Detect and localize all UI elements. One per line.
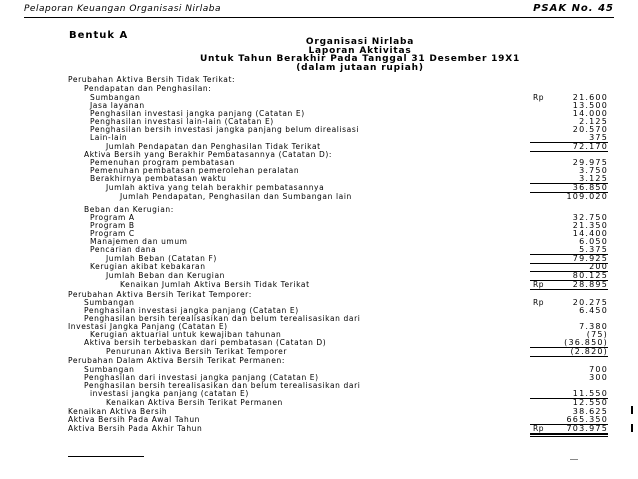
statement-row-label: Sumbangan [90, 93, 141, 102]
statement-row-amount: 72.170 [572, 142, 608, 151]
statement-row-amount: 700 [589, 365, 608, 374]
statement-row-label: Pemenuhan pembatasan pemerolehan peralatan [90, 166, 300, 175]
statement-row-amount: 7.380 [579, 322, 608, 331]
statement-row-label: Sumbangan [84, 298, 135, 307]
footnote-rule [68, 456, 144, 457]
statement-row-label: Aktiva Bersih yang Berakhir Pembatasannya (Catatan D): [84, 150, 333, 159]
statement-row-label: Aktiva Bersih Pada Awal Tahun [68, 415, 201, 424]
statement-row-amount: 2.125 [579, 117, 608, 126]
statement-row-label: Investasi Jangka Panjang (Catatan E) [68, 322, 228, 331]
statement-row-label: Program C [90, 229, 135, 238]
edge-mark [631, 406, 633, 414]
statement-row-amount: 20.275 [572, 298, 608, 307]
grand-total-double-underline [530, 434, 608, 437]
statement-row-label: Jasa layanan [90, 101, 145, 110]
statement-row-amount: 32.750 [572, 213, 608, 222]
header-rule [24, 17, 614, 18]
statement-row-label: Jumlah Pendapatan, Penghasilan dan Sumbangan lain [120, 192, 352, 201]
statement-row-amount: 6.450 [579, 306, 608, 315]
statement-row-label: Lain-lain [90, 133, 128, 142]
edge-mark [631, 424, 633, 432]
total-box [530, 424, 608, 434]
statement-row-label: investasi jangka panjang (catatan E) [90, 389, 249, 398]
statement-row-amount: (36.850) [564, 338, 608, 347]
org-name: Organisasi Nirlaba [305, 37, 415, 47]
statement-row-amount: 29.975 [572, 158, 608, 167]
statement-row-amount: 11.550 [572, 389, 608, 398]
form-label: Bentuk A [69, 30, 129, 41]
statement-row-amount: 703.975 [566, 424, 608, 433]
currency-label: Rp [533, 280, 544, 289]
statement-row-amount: 21.600 [572, 93, 608, 102]
statement-row-label: Pemenuhan program pembatasan [90, 158, 235, 167]
statement-row-amount: 12.550 [572, 398, 608, 407]
currency-label: Rp [533, 424, 544, 433]
statement-row-label: Penghasilan investasi jangka panjang (Catatan E) [90, 109, 305, 118]
statement-row-amount: 36.850 [572, 183, 608, 192]
statement-row-label: Penghasilan dari investasi jangka panjang (Catatan E) [84, 373, 319, 382]
statement-row-amount: 109.020 [566, 192, 608, 201]
statement-row-amount: 80.125 [572, 271, 608, 280]
statement-row-label: Penghasilan bersih investasi jangka panjang belum direalisasi [90, 125, 360, 134]
report-period: Untuk Tahun Berakhir Pada Tanggal 31 Desember 19X1 [199, 54, 521, 64]
statement-row-amount: 79.925 [572, 254, 608, 263]
header-standard: PSAK No. 45 [533, 3, 614, 14]
statement-row-label: Kenaikan Jumlah Aktiva Bersih Tidak Terikat [120, 280, 310, 289]
statement-row-amount: (75) [586, 330, 608, 339]
subtotal-box [530, 347, 608, 357]
statement-row-amount: 13.500 [572, 101, 608, 110]
statement-row-amount: 200 [589, 262, 608, 271]
statement-row-amount: 5.375 [579, 245, 608, 254]
statement-row-amount: 6.050 [579, 237, 608, 246]
statement-row-label: Beban dan Kerugian: [84, 205, 174, 214]
statement-row-label: Manajemen dan umum [90, 237, 188, 246]
report-unit: (dalam jutaan rupiah) [296, 62, 424, 73]
statement-row-label: Berakhirnya pembatasan waktu [90, 174, 227, 183]
statement-row-label: Program B [90, 221, 135, 230]
currency-label: Rp [533, 298, 544, 307]
statement-row-label: Kenaikan Aktiva Bersih [68, 407, 168, 416]
subtotal-box [530, 142, 608, 152]
statement-row-label: Jumlah Beban (Catatan F) [106, 254, 217, 263]
statement-row-label: Kerugian akibat kebakaran [90, 262, 206, 271]
header-book-title: Pelaporan Keuangan Organisasi Nirlaba [24, 4, 221, 14]
statement-row-label: Pendapatan dan Penghasilan: [84, 84, 212, 93]
report-name: Laporan Aktivitas [308, 45, 412, 56]
statement-row-label: Perubahan Aktiva Bersih Terikat Temporer: [68, 290, 252, 299]
statement-row-amount: 665.350 [566, 415, 608, 424]
statement-row-amount: 38.625 [572, 407, 608, 416]
statement-row-label: Jumlah aktiva yang telah berakhir pembatasannya [106, 183, 325, 192]
statement-row-label: Penghasilan bersih terealisasikan dan belum terealisasikan dari [84, 381, 361, 390]
page-mark [570, 459, 578, 460]
statement-row-amount: 3.750 [579, 166, 608, 175]
statement-row-label: Aktiva bersih terbebaskan dari pembatasan (Catatan D) [84, 338, 327, 347]
statement-row-label: Penghasilan investasi jangka panjang (Catatan E) [84, 306, 299, 315]
statement-row-label: Sumbangan [84, 365, 135, 374]
statement-row-label: Penghasilan investasi lain-lain (Catatan E) [90, 117, 274, 126]
subtotal-box [530, 280, 608, 290]
statement-row-amount: 21.350 [572, 221, 608, 230]
statement-row-label: Kenaikan Aktiva Bersih Terikat Permanen [106, 398, 283, 407]
statement-row-label: Perubahan Dalam Aktiva Bersih Terikat Permanen: [68, 356, 285, 365]
statement-row-label: Perubahan Aktiva Bersih Tidak Terikat: [68, 75, 236, 84]
statement-row-label: Aktiva Bersih Pada Akhir Tahun [68, 424, 203, 433]
statement-row-amount: 375 [589, 133, 608, 142]
statement-row-amount: (2.820) [570, 347, 608, 356]
statement-row-amount: 14.000 [572, 109, 608, 118]
statement-row-label: Pencarian dana [90, 245, 157, 254]
statement-row-label: Jumlah Pendapatan dan Penghasilan Tidak Terikat [106, 142, 321, 151]
statement-row-amount: 3.125 [579, 174, 608, 183]
statement-row-amount: 14.400 [572, 229, 608, 238]
currency-label: Rp [533, 93, 544, 102]
statement-row-label: Program A [90, 213, 135, 222]
statement-row-label: Kerugian aktuarial untuk kewajiban tahunan [90, 330, 282, 339]
statement-titles [150, 38, 570, 72]
statement-row-amount: 300 [589, 373, 608, 382]
statement-row-label: Penurunan Aktiva Bersih Terikat Temporer [106, 347, 288, 356]
statement-row-amount: 28.895 [572, 280, 608, 289]
statement-row-label: Penghasilan bersih terealisasikan dan belum terealisasikan dari [84, 314, 361, 323]
statement-row-label: Jumlah Beban dan Kerugian [106, 271, 226, 280]
statement-row-amount: 20.570 [572, 125, 608, 134]
